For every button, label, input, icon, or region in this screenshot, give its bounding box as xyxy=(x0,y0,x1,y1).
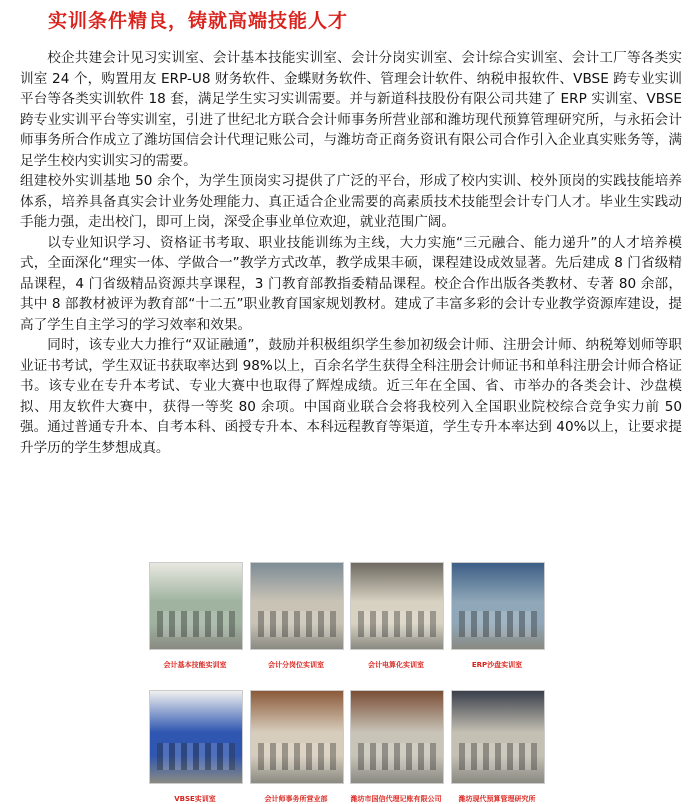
caption-basic-skills-lab: 会计基本技能实训室 xyxy=(163,661,227,669)
caption-vbse-lab: VBSE实训室 xyxy=(174,795,216,803)
photo-basic-skills-lab xyxy=(149,562,243,650)
photo-post-lab xyxy=(250,562,344,650)
caption-guoxin-company: 潍坊市国信代理记账有限公司 xyxy=(350,795,442,803)
photo-erp-lab xyxy=(451,562,545,650)
photo-computerized-lab xyxy=(350,562,444,650)
caption-erp-lab: ERP沙盘实训室 xyxy=(471,661,523,669)
paragraph-4: 同时，该专业大力推行“双证融通”，鼓励并积极组织学生参加初级会计师、注册会计师、纳税筹划师等职业证书考试，学生双证书获取率达到 98%以上，百余名学生获得全科注册会计师证书和单科注册会计师合格证书。该专业在专升本考试、专业大赛中也取得了辉煌成绩。近三年在全国、省、市举办的各类会计、沙盘模拟、用友软件大赛中，获得一等奖 80 余项。中国商业联合会将我校列入全国职业院校综合竞争实力前 50 强。通过普通专升本、自考本科、函授专升本、本科远程教育等渠道，学生专升本率达到 40%以上，让要求提升学历的学生梦想成真。 xyxy=(20,337,682,456)
photo-guoxin-company xyxy=(350,690,444,784)
caption-post-lab: 会计分岗位实训室 xyxy=(268,661,324,669)
photo-vbse-lab xyxy=(149,690,243,784)
caption-budget-institute: 潍坊现代预算管理研究所 xyxy=(458,795,536,803)
paragraph-3: 以专业知识学习、资格证书考取、职业技能训练为主线，大力实施“三元融合、能力递升”的人才培养模式，全面深化“理实一体、学做合一”教学方式改革，教学成果丰硕，课程建设成效显著。先后建成 8 门省级精品课程，4 门省级精品资源共享课程，3 门教育部教指委精品课程。校企合作出版各类教材、专著 80 余部，其中 8 部教材被评为教育部“十二五”职业教育国家规划教材。建成了丰富多彩的会计专业教学资源库建设，提高了学生自主学习的学习效率和效果。 xyxy=(20,234,682,333)
section-title: 实训条件精良，铸就高端技能人才 xyxy=(48,10,349,32)
photo-accounting-firm xyxy=(250,690,344,784)
paragraph-1: 校企共建会计见习实训室、会计基本技能实训室、会计分岗实训室、会计综合实训室、会计工厂等各类实训室 24 个，购置用友 ERP-U8 财务软件、金蝶财务软件、管理会计软件、纳税申报软件、VBSE 跨专业实训平台等各类实训软件 18 套，满足学生实习实训需要。并与新道科技股份有限公司共建了 ERP 实训室、VBSE 跨专业实训平台等实训室，引进了世纪北方联合会计师事务所营业部和潍坊现代预算管理研究所，与永拓会计师事务所合作成立了潍坊国信会计代理记账公司，与潍坊奇正商务资讯有限公司合作引入企业真实账务等，满足学生校内实训实习的需要。 xyxy=(20,50,682,169)
caption-computerized-lab: 会计电算化实训室 xyxy=(368,661,424,669)
photo-budget-institute xyxy=(451,690,545,784)
paragraph-2: 组建校外实训基地 50 余个，为学生顶岗实习提供了广泛的平台，形成了校内实训、校外顶岗的实践技能培养体系，培养具备真实会计业务处理能力、真正适合企业需要的高素质技术技能型会计专门人才。毕业生实践动手能力强，走出校门，即可上岗，深受企事业单位欢迎，就业范围广阔。 xyxy=(20,173,682,230)
caption-accounting-firm: 会计师事务所营业部 xyxy=(264,795,328,803)
